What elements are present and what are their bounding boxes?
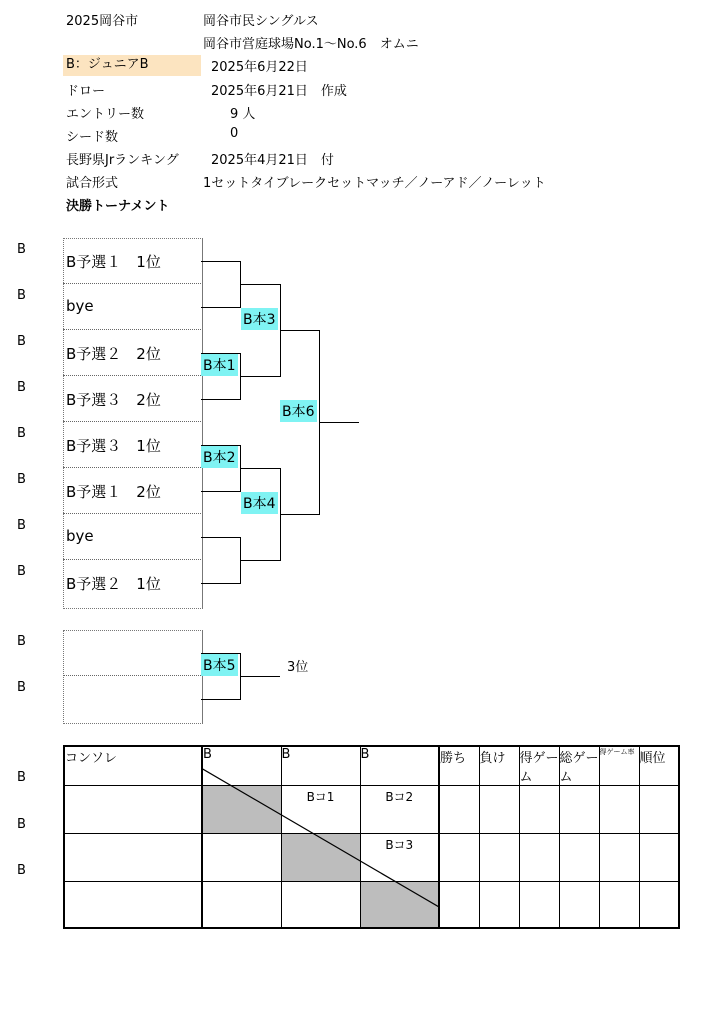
rank-cell[interactable] xyxy=(639,786,679,834)
total-games-cell[interactable] xyxy=(559,882,599,929)
col-header-b: B xyxy=(202,746,281,786)
entry-name: B予選２ 1位 xyxy=(66,575,161,593)
col-header-games-won: 得ゲーム xyxy=(519,746,559,786)
rank-cell[interactable] xyxy=(639,834,679,882)
draw-entry[interactable] xyxy=(63,238,201,284)
match-label-b5[interactable]: B本5 xyxy=(201,654,238,676)
player-cell[interactable] xyxy=(64,834,202,882)
games-won-cell[interactable] xyxy=(519,834,559,882)
entry-name: B予選３ 1位 xyxy=(66,437,161,455)
match-label-b4[interactable]: B本4 xyxy=(241,492,278,514)
losses-cell[interactable] xyxy=(479,882,519,929)
side-label: B xyxy=(17,863,26,878)
side-label: B xyxy=(17,380,26,395)
side-label: B xyxy=(17,817,26,832)
draw-entry[interactable] xyxy=(63,376,201,422)
games-rate-cell[interactable] xyxy=(599,882,639,929)
entries-label: エントリー数 xyxy=(66,107,145,122)
draw-entry[interactable] xyxy=(63,560,201,606)
losses-cell[interactable] xyxy=(479,786,519,834)
side-label: B xyxy=(17,334,26,349)
col-header-wins: 勝ち xyxy=(439,746,479,786)
games-won-cell[interactable] xyxy=(519,882,559,929)
match-label-b1[interactable]: B本1 xyxy=(201,354,238,376)
third-place-entry[interactable] xyxy=(63,630,201,676)
draw-entry[interactable] xyxy=(63,330,201,376)
bracket-line xyxy=(201,261,240,262)
consolation-title: コンソレ xyxy=(64,746,202,786)
ranking-label: 長野県Jrランキング xyxy=(66,153,179,168)
bracket-line xyxy=(201,307,240,308)
total-games-cell[interactable] xyxy=(559,834,599,882)
col-header-games-rate: 得ゲーム率 xyxy=(599,746,639,786)
bracket-line xyxy=(201,491,240,492)
draw-entry[interactable] xyxy=(63,514,201,560)
player-cell[interactable] xyxy=(64,786,202,834)
games-won-cell[interactable] xyxy=(519,786,559,834)
bracket-line xyxy=(240,284,280,285)
side-label: B xyxy=(17,564,26,579)
match-label-b6[interactable]: B本6 xyxy=(280,400,317,422)
total-games-cell[interactable] xyxy=(559,786,599,834)
third-place-label: 3位 xyxy=(287,660,309,675)
seeds-value: 0 xyxy=(230,126,239,141)
entry-name: B予選３ 2位 xyxy=(66,391,161,409)
year-city: 2025岡谷市 xyxy=(66,14,139,29)
entry-name: B予選１ 1位 xyxy=(66,253,161,271)
side-label: B xyxy=(17,680,26,695)
col-header-total-games: 総ゲーム xyxy=(559,746,599,786)
match-cell-c2[interactable]: Bコ2 xyxy=(360,786,439,834)
match-cell-c1[interactable]: Bコ1 xyxy=(281,786,360,834)
seeds-label: シード数 xyxy=(66,130,119,145)
entry-name: B予選１ 2位 xyxy=(66,483,161,501)
bracket-line xyxy=(201,699,240,700)
games-rate-cell[interactable] xyxy=(599,834,639,882)
event-date: 2025年6月22日 xyxy=(211,60,308,75)
match-label-b3[interactable]: B本3 xyxy=(241,308,278,330)
col-header-losses: 負け xyxy=(479,746,519,786)
side-label: B xyxy=(17,472,26,487)
bracket-line xyxy=(240,468,280,469)
entry-name: B予選２ 2位 xyxy=(66,345,161,363)
side-label: B xyxy=(17,426,26,441)
games-rate-cell[interactable] xyxy=(599,786,639,834)
side-label: B xyxy=(17,770,26,785)
losses-cell[interactable] xyxy=(479,834,519,882)
player-cell[interactable] xyxy=(64,882,202,929)
bracket-line xyxy=(240,560,280,561)
side-label: B xyxy=(17,288,26,303)
side-label: B xyxy=(17,634,26,649)
col-header-b: B xyxy=(360,746,439,786)
draw-entry[interactable] xyxy=(63,468,201,514)
side-label: B xyxy=(17,518,26,533)
side-label: B xyxy=(17,242,26,257)
rank-cell[interactable] xyxy=(639,882,679,929)
draw-entry[interactable] xyxy=(63,422,201,468)
bracket-line xyxy=(201,583,240,584)
bracket-line xyxy=(280,330,319,331)
bracket-line xyxy=(240,676,280,677)
match-label-b2[interactable]: B本2 xyxy=(201,446,238,468)
bracket-line xyxy=(240,376,280,377)
draw-label: ドロー xyxy=(66,84,106,99)
wins-cell[interactable] xyxy=(439,882,479,929)
entry-name: bye xyxy=(66,527,94,545)
venue: 岡谷市営庭球場No.1～No.6 オムニ xyxy=(203,37,419,52)
format-value: 1セットタイブレークセットマッチ／ノーアド／ノーレット xyxy=(203,176,546,191)
wins-cell[interactable] xyxy=(439,834,479,882)
final-title: 決勝トーナメント xyxy=(66,199,170,214)
event-name: 岡谷市民シングルス xyxy=(203,14,319,29)
ranking-value: 2025年4月21日 付 xyxy=(211,153,334,168)
col-header-rank: 順位 xyxy=(639,746,679,786)
entries-value: 9 人 xyxy=(230,107,256,122)
winner-line xyxy=(319,422,359,423)
draw-entry[interactable] xyxy=(63,284,201,330)
format-label: 試合形式 xyxy=(66,176,119,191)
bracket-line xyxy=(201,537,240,538)
draw-value: 2025年6月21日 作成 xyxy=(211,84,347,99)
col-header-b: B xyxy=(281,746,360,786)
bracket-line xyxy=(280,514,319,515)
match-cell-c3[interactable]: Bコ3 xyxy=(360,834,439,882)
category-label: B：ジュニアB xyxy=(63,55,201,76)
diagonal-line xyxy=(201,768,439,907)
entry-name: bye xyxy=(66,297,94,315)
bracket-line xyxy=(201,399,240,400)
wins-cell[interactable] xyxy=(439,786,479,834)
